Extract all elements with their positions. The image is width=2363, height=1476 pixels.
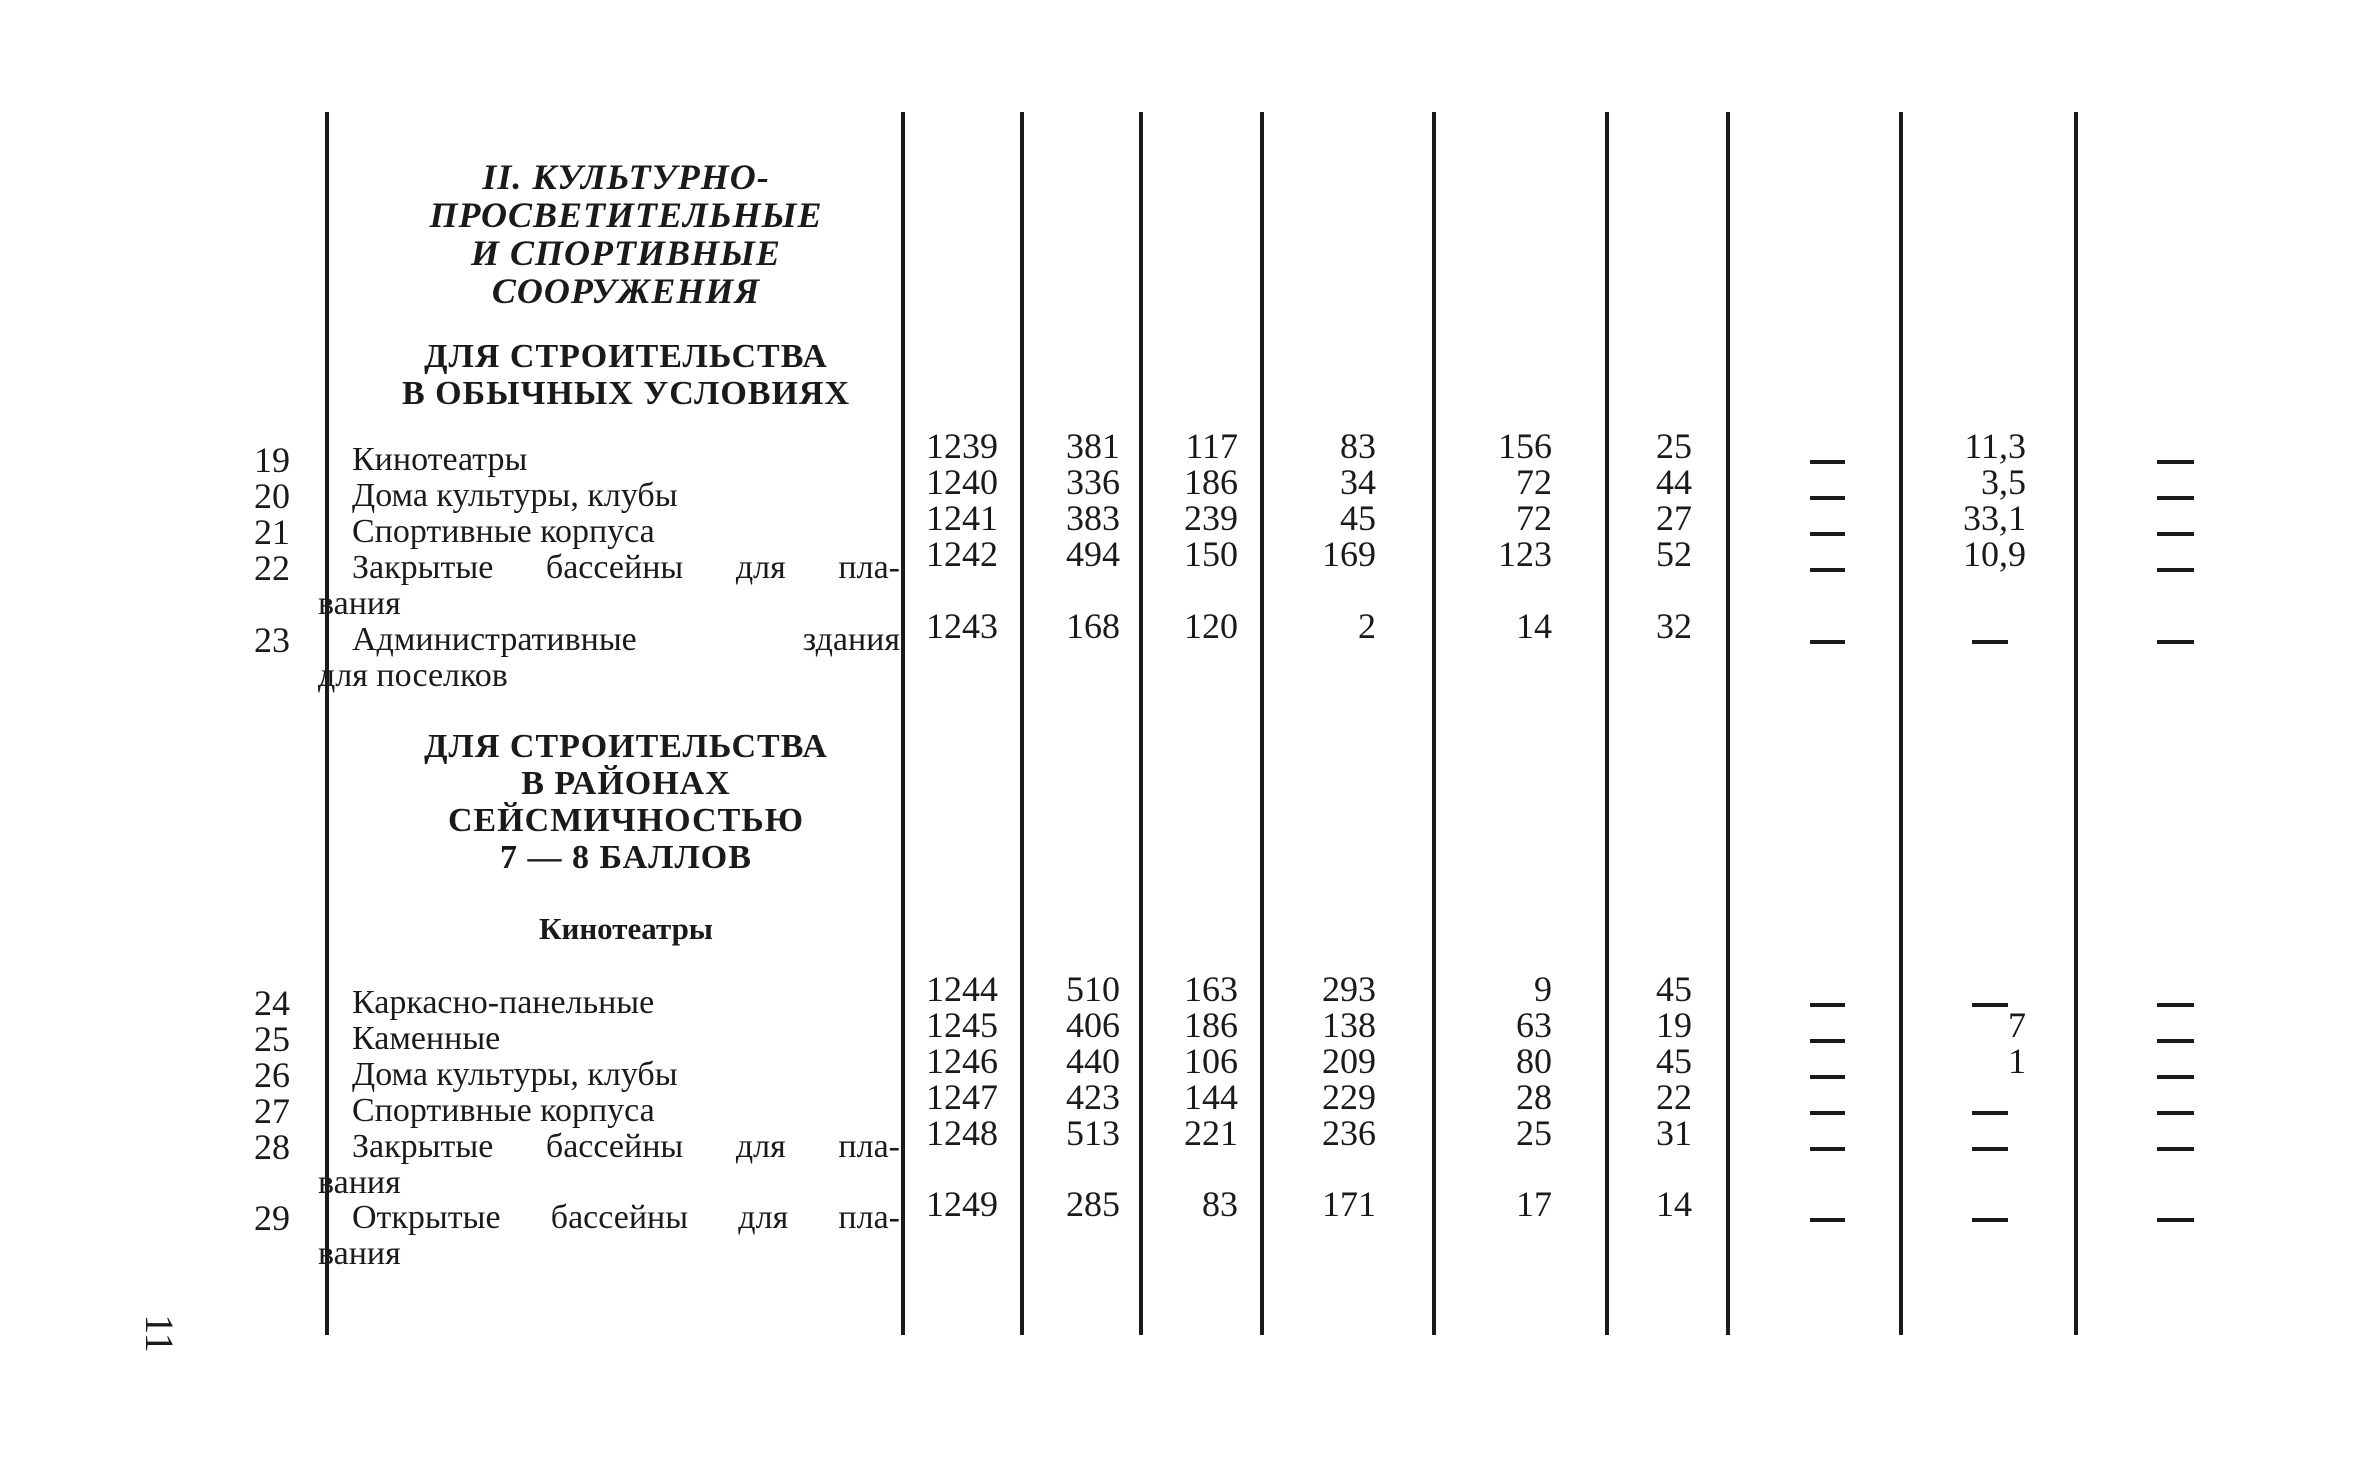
row-name-line: Спортивные корпуса	[352, 513, 655, 550]
table-cell-c6: 31	[1656, 1113, 1692, 1153]
row-name	[352, 1093, 900, 1129]
table-cell-c5: 9	[1534, 969, 1552, 1009]
row-number: 19	[254, 440, 290, 480]
row-name-line: Закрытые бассейны для пла-	[352, 1128, 900, 1165]
table-cell-c4: 34	[1340, 462, 1376, 502]
group-heading-cinemas	[352, 912, 900, 946]
empty-dash	[1972, 1218, 2008, 1222]
row-name	[318, 1128, 900, 1201]
column-rule	[1260, 112, 1264, 1335]
table-cell-c6: 22	[1656, 1077, 1692, 1117]
table-cell-c6: 52	[1656, 534, 1692, 574]
row-number: 29	[254, 1198, 290, 1238]
empty-dash	[1972, 640, 2008, 644]
empty-dash	[1810, 1039, 1845, 1043]
table-cell-c4: 138	[1322, 1005, 1376, 1045]
row-number: 21	[254, 512, 290, 552]
table-cell-c4: 83	[1340, 426, 1376, 466]
row-name	[318, 549, 900, 622]
table-cell-c5: 80	[1516, 1041, 1552, 1081]
table-cell-c2: 285	[1066, 1184, 1120, 1224]
empty-dash	[1810, 460, 1845, 464]
table-cell-c3: 144	[1184, 1077, 1238, 1117]
table-cell-c8: 10,9	[1963, 534, 2026, 574]
row-name-line: Дома культуры, клубы	[352, 477, 678, 514]
table-cell-c3: 106	[1184, 1041, 1238, 1081]
table-cell-c4: 236	[1322, 1113, 1376, 1153]
subheading-line: ДЛЯ СТРОИТЕЛЬСТВА	[424, 728, 828, 765]
table-cell-c6: 32	[1656, 606, 1692, 646]
empty-dash	[1972, 1147, 2008, 1151]
table-cell-c4: 169	[1322, 534, 1376, 574]
column-rule	[1432, 112, 1436, 1335]
table-cell-c8: 33,1	[1963, 498, 2026, 538]
table-cell-c2: 510	[1066, 969, 1120, 1009]
subheading-line: 7 — 8 БАЛЛОВ	[500, 839, 752, 876]
column-rule	[1139, 112, 1143, 1335]
column-rule	[1020, 112, 1024, 1335]
table-cell-c6: 44	[1656, 462, 1692, 502]
row-name	[318, 621, 900, 694]
row-name	[318, 1199, 900, 1272]
subheading-line: ДЛЯ СТРОИТЕЛЬСТВА	[424, 338, 828, 375]
table-cell-c4: 45	[1340, 498, 1376, 538]
row-name-line: Каменные	[352, 1020, 501, 1057]
table-cell-code: 1248	[926, 1113, 998, 1153]
empty-dash	[2157, 568, 2194, 572]
column-rule	[325, 112, 329, 1335]
table-cell-c2: 336	[1066, 462, 1120, 502]
row-number: 26	[254, 1055, 290, 1095]
table-cell-c2: 406	[1066, 1005, 1120, 1045]
group-heading-label: Кинотеатры	[538, 911, 714, 946]
subheading-line: В ОБЫЧНЫХ УСЛОВИЯХ	[402, 375, 850, 412]
row-name-line: для поселков	[318, 657, 508, 694]
empty-dash	[2157, 1218, 2194, 1222]
table-cell-c8: 7	[2008, 1005, 2026, 1045]
table-cell-c6: 19	[1656, 1005, 1692, 1045]
row-number: 25	[254, 1019, 290, 1059]
table-cell-c5: 63	[1516, 1005, 1552, 1045]
row-name	[352, 514, 900, 550]
table-cell-c3: 186	[1184, 1005, 1238, 1045]
table-cell-c6: 45	[1656, 1041, 1692, 1081]
empty-dash	[1810, 496, 1845, 500]
table-cell-c3: 120	[1184, 606, 1238, 646]
table-cell-c6: 45	[1656, 969, 1692, 1009]
table-cell-code: 1247	[926, 1077, 998, 1117]
empty-dash	[2157, 1039, 2194, 1043]
table-cell-c5: 156	[1498, 426, 1552, 466]
empty-dash	[1810, 640, 1845, 644]
table-cell-c4: 171	[1322, 1184, 1376, 1224]
empty-dash	[2157, 1111, 2194, 1115]
column-rule	[2074, 112, 2078, 1335]
table-cell-c2: 383	[1066, 498, 1120, 538]
column-rule	[901, 112, 905, 1335]
table-cell-c3: 83	[1202, 1184, 1238, 1224]
row-name	[352, 442, 900, 478]
table-cell-code: 1245	[926, 1005, 998, 1045]
table-cell-c8: 11,3	[1964, 426, 2026, 466]
table-cell-c2: 423	[1066, 1077, 1120, 1117]
empty-dash	[2157, 496, 2194, 500]
row-name-line: Спортивные корпуса	[352, 1092, 655, 1129]
subheading-normal-conditions	[352, 338, 900, 412]
row-name-line: Закрытые бассейны для пла-	[352, 549, 900, 586]
empty-dash	[1972, 1111, 2008, 1115]
row-name-line: вания	[318, 1235, 401, 1272]
table-cell-c8: 3,5	[1981, 462, 2026, 502]
table-cell-c4: 2	[1358, 606, 1376, 646]
empty-dash	[1810, 1147, 1845, 1151]
empty-dash	[1810, 1111, 1845, 1115]
table-cell-code: 1243	[926, 606, 998, 646]
section-heading-line: СООРУЖЕНИЯ	[491, 271, 761, 311]
table-cell-c3: 239	[1184, 498, 1238, 538]
empty-dash	[2157, 640, 2194, 644]
section-heading-line: II. КУЛЬТУРНО-	[482, 157, 770, 197]
table-cell-c3: 186	[1184, 462, 1238, 502]
page-number: 11	[136, 1314, 182, 1353]
section-heading-line: ПРОСВЕТИТЕЛЬНЫЕ	[429, 195, 823, 235]
table-cell-c3: 221	[1184, 1113, 1238, 1153]
row-number: 28	[254, 1127, 290, 1167]
row-name-line: Открытые бассейны для пла-	[352, 1199, 900, 1236]
table-cell-code: 1239	[926, 426, 998, 466]
subheading-seismic-regions	[352, 728, 900, 876]
table-cell-c2: 381	[1066, 426, 1120, 466]
section-heading-line: И СПОРТИВНЫЕ	[471, 233, 781, 273]
row-name	[352, 478, 900, 514]
table-cell-c5: 72	[1516, 498, 1552, 538]
row-number: 23	[254, 620, 290, 660]
table-cell-c5: 72	[1516, 462, 1552, 502]
row-name-line: вания	[318, 585, 401, 622]
empty-dash	[1810, 568, 1845, 572]
table-cell-c2: 440	[1066, 1041, 1120, 1081]
column-rule	[1726, 112, 1730, 1335]
table-cell-c4: 229	[1322, 1077, 1376, 1117]
table-cell-c2: 168	[1066, 606, 1120, 646]
subheading-line: СЕЙСМИЧНОСТЬЮ	[447, 802, 805, 839]
table-cell-c3: 117	[1185, 426, 1238, 466]
table-cell-c5: 17	[1516, 1184, 1552, 1224]
table-cell-c5: 25	[1516, 1113, 1552, 1153]
table-cell-c2: 513	[1066, 1113, 1120, 1153]
column-rule	[1899, 112, 1903, 1335]
table-cell-code: 1244	[926, 969, 998, 1009]
column-rule	[1605, 112, 1609, 1335]
row-name-line: Дома культуры, клубы	[352, 1056, 678, 1093]
subheading-line: В РАЙОНАХ	[521, 765, 731, 802]
table-cell-c5: 14	[1516, 606, 1552, 646]
row-name-line: вания	[318, 1164, 401, 1201]
empty-dash	[2157, 1003, 2194, 1007]
row-number: 22	[254, 548, 290, 588]
row-name-line: Каркасно-панельные	[352, 984, 655, 1021]
table-cell-code: 1246	[926, 1041, 998, 1081]
row-name-line: Административные здания	[352, 621, 900, 658]
empty-dash	[2157, 532, 2194, 536]
table-cell-c4: 209	[1322, 1041, 1376, 1081]
empty-dash	[2157, 1147, 2194, 1151]
section-heading	[352, 158, 900, 310]
table-cell-c5: 28	[1516, 1077, 1552, 1117]
row-name	[352, 1021, 900, 1057]
empty-dash	[2157, 1075, 2194, 1079]
table-cell-c2: 494	[1066, 534, 1120, 574]
empty-dash	[1810, 1075, 1845, 1079]
row-number: 27	[254, 1091, 290, 1131]
table-cell-c3: 150	[1184, 534, 1238, 574]
row-name	[352, 985, 900, 1021]
table-cell-c6: 14	[1656, 1184, 1692, 1224]
empty-dash	[1810, 1218, 1845, 1222]
row-name	[352, 1057, 900, 1093]
table-cell-code: 1240	[926, 462, 998, 502]
empty-dash	[1810, 532, 1845, 536]
empty-dash	[1810, 1003, 1845, 1007]
table-cell-code: 1242	[926, 534, 998, 574]
empty-dash	[2157, 460, 2194, 464]
table-cell-c6: 25	[1656, 426, 1692, 466]
table-cell-c3: 163	[1184, 969, 1238, 1009]
table-cell-code: 1249	[926, 1184, 998, 1224]
table-cell-c5: 123	[1498, 534, 1552, 574]
row-number: 24	[254, 983, 290, 1023]
table-cell-c4: 293	[1322, 969, 1376, 1009]
row-name-line: Кинотеатры	[352, 441, 528, 478]
table-cell-code: 1241	[926, 498, 998, 538]
row-number: 20	[254, 476, 290, 516]
table-cell-c8: 1	[2008, 1041, 2026, 1081]
table-cell-c6: 27	[1656, 498, 1692, 538]
